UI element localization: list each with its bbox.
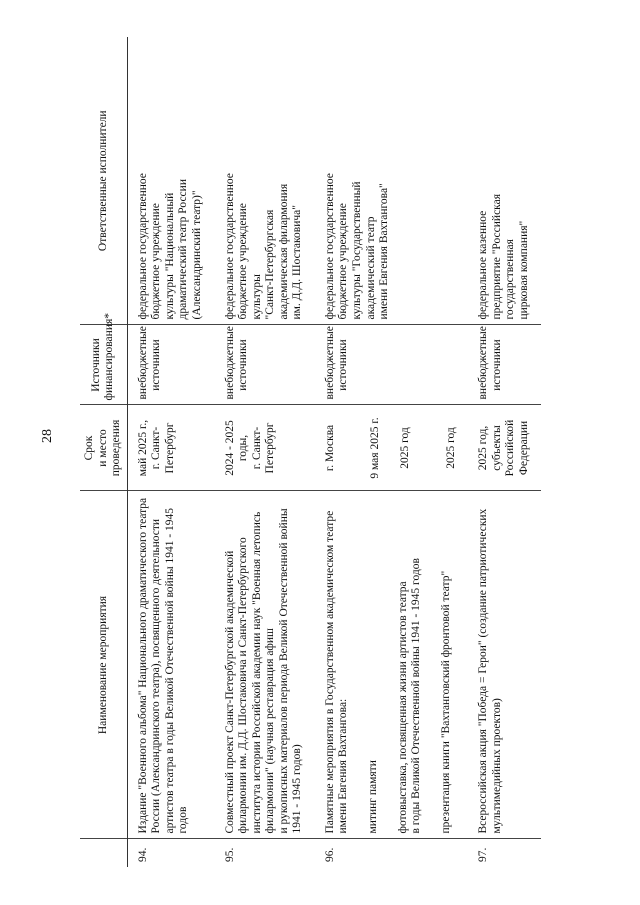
row-date: 2024 - 2025 годы, г. Санкт-Петербург xyxy=(215,405,315,491)
table-row xyxy=(127,37,214,867)
row-financing: внебюджетные источники xyxy=(215,325,315,405)
header-number xyxy=(80,839,127,867)
header-date: Срок и место проведения xyxy=(80,405,127,491)
row-name-group xyxy=(315,491,468,839)
table-row xyxy=(215,37,315,867)
row-name: Всероссийская акция "Победа = Герои" (создание патриотических мультимедийных проектов) xyxy=(468,491,541,839)
row-responsible: федеральное государственное бюджетное учреждение культуры "Государственный академический театр имени Евгения Вахтангова" xyxy=(315,37,468,325)
header-name: Наименование мероприятия xyxy=(80,491,127,839)
sub-date: 9 мая 2025 г. xyxy=(369,417,382,479)
row-date-group xyxy=(315,405,468,491)
row-financing: внебюджетные источники xyxy=(315,325,468,405)
row-name: Совместный проект Санкт-Петербургской академической филармонии им. Д.Д. Шостаковича и Санкт-Петербургского института истории Российской академии наук "Военная летопись филармонии" (научная реставрация афиш и рукописных материалов периода Великой Отечественной войны 1941 - 1945 годов) xyxy=(215,491,315,839)
row-financing: внебюджетные источники xyxy=(127,325,214,405)
row-date: г. Москва xyxy=(323,424,336,472)
sub-date: 2025 год xyxy=(444,427,457,469)
table-row xyxy=(468,37,541,867)
row-name: Памятные мероприятия в Государственном академическом театре имени Евгения Вахтангова: xyxy=(323,510,350,834)
row-name: Издание "Военного альбома" Национального драматического театра России (Александринского театра), посвященного деятельности артистов театра в годы Великой Отечественной войны 1941 - 1945 годов xyxy=(127,491,214,839)
table-header-row xyxy=(80,37,127,867)
row-responsible: федеральное государственное бюджетное учреждение культуры "Санкт-Петербургская академическая филармония им. Д.Д. Шостаковича" xyxy=(215,37,315,325)
row-date: май 2025 г., г. Санкт-Петербург xyxy=(127,405,214,491)
header-responsible: Ответственные исполнители xyxy=(80,37,127,325)
row-number: 94. xyxy=(136,847,149,862)
sub-date: 2025 год xyxy=(399,427,411,469)
row-financing: внебюджетные источники xyxy=(468,325,541,405)
events-table xyxy=(80,37,541,867)
header-financing: Источники финансирования* xyxy=(80,325,127,405)
sub-item: презентация книги "Вахтанговский фронтовой театр" xyxy=(439,570,452,834)
row-number: 95. xyxy=(223,847,236,862)
sub-item: митинг памяти xyxy=(367,760,379,834)
row-date: 2025 год, субъекты Российской Федерации xyxy=(468,405,541,491)
row-number: 96. xyxy=(323,847,336,862)
row-responsible: федеральное казенное предприятие "Российская государственная цирковая компания" xyxy=(468,37,541,325)
page-number: 28 xyxy=(40,429,55,443)
sub-item: фотовыставка, посвященная жизни артистов театра в годы Великой Отечественной войны 1941 - 1945 годов xyxy=(396,558,423,834)
table-row xyxy=(315,37,468,867)
row-responsible: федеральное государственное бюджетное учреждение культуры "Национальный драматический театр России (Александринский театр)" xyxy=(127,37,214,325)
row-number: 97. xyxy=(477,847,490,862)
rotated-table-container xyxy=(80,37,640,867)
